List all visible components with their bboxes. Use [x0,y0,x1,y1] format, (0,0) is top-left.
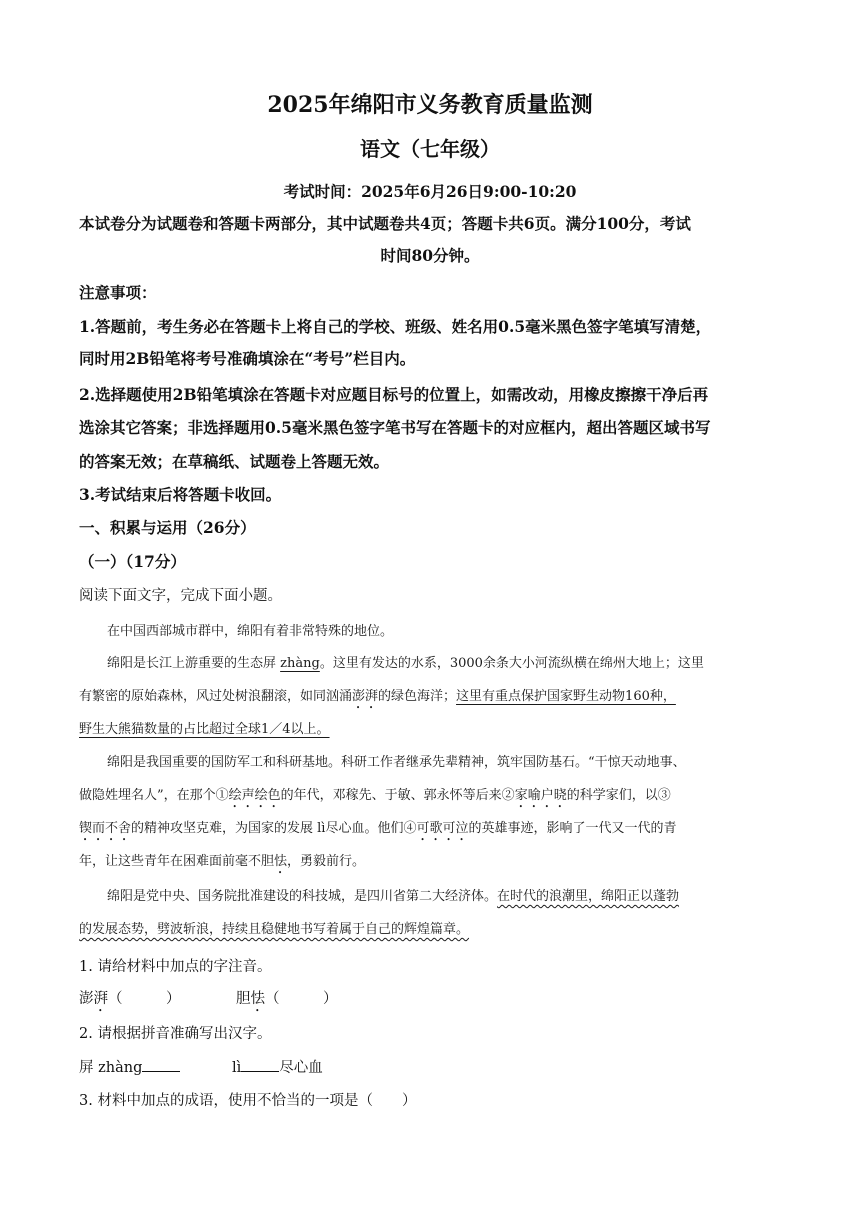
question-1-item-a [79,987,181,1015]
wavy-sentence: 在时代的浪潮里，绵阳正以蓬勃 [497,889,680,904]
question-2-item-b [232,1056,323,1077]
answer-blank[interactable]: （ ） [108,991,181,1007]
question-1-item-b [236,987,338,1015]
idiom-3: 锲而不舍 [79,821,132,836]
material-p2-line3 [79,718,330,737]
text: 。这里有发达的水系，3000余条大小河流纵横在绵州大地上；这里 [319,656,704,671]
note-1a: 1.答题前，考生务必在答题卡上将自己的学校、班级、姓名用0.5毫米黑色签字笔填写清楚， [79,317,712,336]
question-2-item-a [79,1056,180,1077]
material-p3-line1: 绵阳是我国重要的国防军工和科研基地。科研工作者继承先辈精神，筑牢国防基石。“干惊天动地事、 [107,755,686,770]
text: lì [232,1060,242,1076]
material-p2-line2 [79,685,676,712]
text: 绵阳是党中央、国务院批准建设的科技城，是四川省第二大经济体。 [107,889,498,904]
underlined-sentence: 这里有重点保护国家野生动物160种， [456,689,676,704]
note-1b: 同时用2B铅笔将考号准确填涂在“考号”栏目内。 [79,349,416,368]
part-heading: 一、积累与运用（26分） [79,518,256,537]
page-title: 2025年绵阳市义务教育质量监测 [267,92,593,118]
note-2b: 选涂其它答案；非选择题用0.5毫米黑色签字笔书写在答题卡的对应框内，超出答题区域书写 [79,418,711,437]
pinyin-zhang: zhàng [280,656,320,671]
dotted-char: 怯 [250,991,265,1007]
material-p3-line4 [79,850,365,877]
dotted-word: 澎湃 [352,689,379,704]
idiom-4: 可歌可泣 [416,821,469,836]
material-p4-line2 [79,918,469,937]
sub-heading: （一）（17分） [79,552,186,571]
material-p1: 在中国西部城市群中，绵阳有着非常特殊的地位。 [107,624,394,639]
intro-line-2: 时间80分钟。 [380,246,480,265]
question-3: 3. 材料中加点的成语，使用不恰当的一项是（ ） [79,1093,417,1109]
wavy-sentence: 的发展态势，劈波斩浪，持续且稳健地书写着属于自己的辉煌篇章。 [79,922,470,937]
text: 的科学家们，以③ [566,788,671,803]
idiom-2: 家喻户晓 [514,788,567,803]
exam-time: 考试时间：2025年6月26日9:00-10:20 [283,182,577,201]
text: 尽心血 [279,1060,323,1076]
note-3: 3.考试结束后将答题卡收回。 [79,485,282,504]
text: 的年代，邓稼先、于敏、郭永怀等后来② [280,788,515,803]
text: 屏 zhàng [79,1060,143,1076]
material-p3-line3 [79,817,677,844]
text: 的绿色海洋； [378,689,457,704]
underlined-sentence: 野生大熊猫数量的占比超过全球1／4以上。 [79,722,330,737]
text: 绵阳是长江上游重要的生态屏 [107,656,281,671]
fill-blank[interactable] [241,1057,279,1072]
text: 有繁密的原始森林，风过处树浪翻滚，如同汹涌 [79,689,353,704]
instruction: 阅读下面文字，完成下面小题。 [79,588,282,604]
fill-blank[interactable] [142,1057,180,1072]
text: 胆 [236,991,251,1007]
page-subtitle: 语文（七年级） [360,137,500,161]
material-p2-line1 [107,652,704,671]
idiom-1: 绘声绘色 [228,788,281,803]
dotted-char: 怯 [274,854,288,869]
dotted-char: 湃 [93,991,108,1007]
text: 的精神攻坚克难，为国家的发展 lì尽心血。他们④ [131,821,417,836]
note-2c: 的答案无效；在草稿纸、试题卷上答题无效。 [79,452,390,471]
note-2a: 2.选择题使用2B铅笔填涂在答题卡对应题目标号的位置上，如需改动，用橡皮擦擦干净后再 [79,385,709,404]
material-p4-line1 [107,885,679,904]
material-p3-line2 [79,784,671,811]
text: ，勇毅前行。 [287,854,366,869]
text: 澎 [79,991,94,1007]
text: 年，让这些青年在困难面前毫不胆 [79,854,275,869]
intro-line-1: 本试卷分为试题卷和答题卡两部分，其中试题卷共4页；答题卡共6页。满分100分，考试 [79,214,691,233]
question-1: 1. 请给材料中加点的字注音。 [79,959,272,975]
text: 做隐姓埋名人”，在那个① [79,788,229,803]
text: 的英雄事迹，影响了一代又一代的青 [468,821,677,836]
question-2: 2. 请根据拼音准确写出汉字。 [79,1026,272,1042]
answer-blank[interactable]: （ ） [265,991,338,1007]
notes-heading: 注意事项： [79,283,157,302]
